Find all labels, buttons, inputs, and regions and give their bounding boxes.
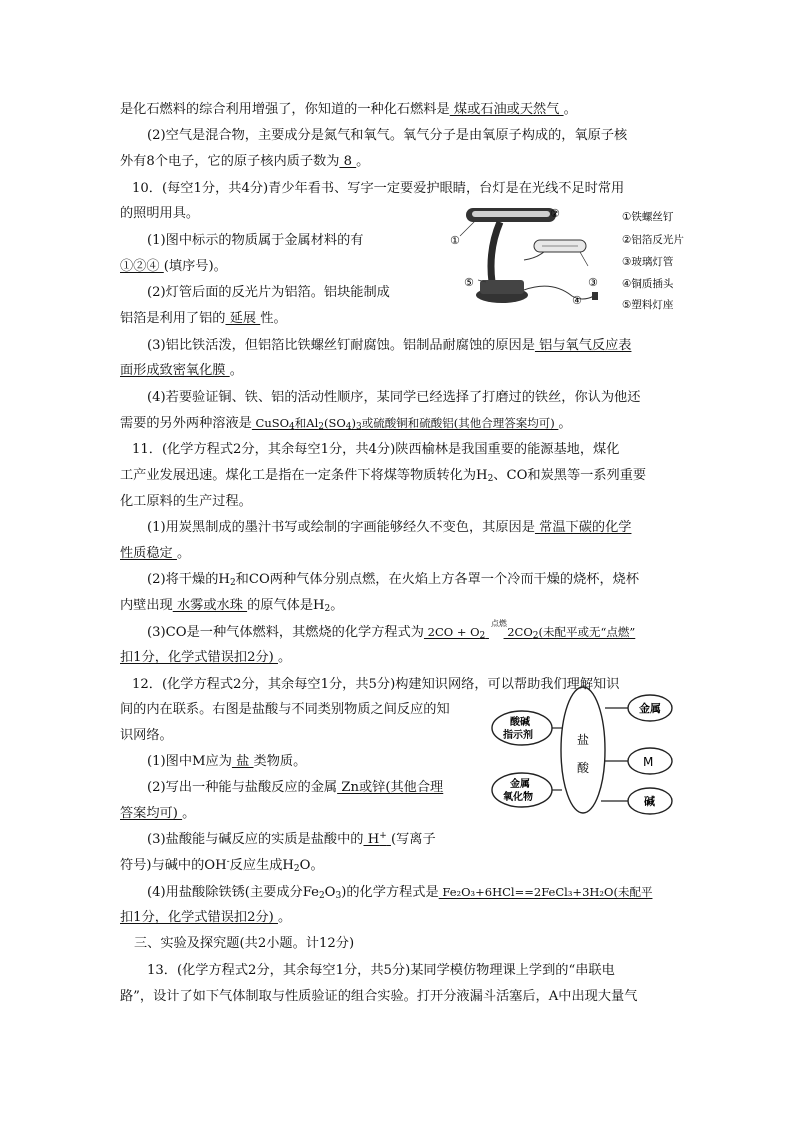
q13-line-2: 路”，设计了如下气体制取与性质验证的组合实验。打开分液漏斗活塞后，A中出现大量气 (120, 989, 638, 1004)
q11-head: 11．(化学方程式2分，其余每空1分，共4分)陕西榆林是我国重要的能源基地，煤化 (132, 442, 620, 457)
acid-label-2: 酸 (577, 761, 590, 775)
line-1: 是化石燃料的综合利用增强了，你知道的一种化石燃料是 煤或石油或天然气 。 (120, 102, 577, 117)
legend-5: ⑤塑料灯座 (622, 299, 674, 311)
q12-p2b: 答案均可) 。 (120, 806, 196, 821)
legend-4: ④铜质插头 (622, 278, 674, 290)
q10-p1a: (1)图中标示的物质属于金属材料的有 (147, 233, 364, 248)
lamp-arm (491, 222, 500, 282)
q10-p2a: (2)灯管后面的反光片为铝箔。铝块能制成 (147, 285, 390, 300)
legend-2: ②铝箔反光片 (622, 234, 684, 246)
q10-head: 10．(每空1分，共4分)青少年看书、写字一定要爱护眼睛，台灯是在光线不足时常用 (132, 181, 625, 196)
hcl-network-diagram (488, 680, 688, 820)
metal-oxide-label-1: 金属 (510, 779, 530, 790)
line-3: 外有8个电子，它的原子核内质子数为 8 。 (120, 154, 370, 169)
base-label: 碱 (644, 795, 655, 808)
q10-p4b: 需要的另外两种溶液是 CuSO$_4$和$Al_2(SO_4)_3$或硫酸铜和硫酸铝(其他合理答案均可) 。 (120, 416, 572, 432)
q10-p1b: ①②④ (填序号)。 (120, 259, 227, 274)
q11-p3b: 扣1分，化学式错误扣2分) 。 (120, 650, 292, 665)
q11-p1a: (1)用炭黑制成的墨汁书写或绘制的字画能够经久不变色，其原因是 常温下碳的化学 (147, 520, 632, 535)
legend-1: ①铁螺丝钉 (622, 211, 674, 223)
q11-p2b: 内壁出现 水雾或水珠 的原气体是$H_2$。 (120, 598, 344, 614)
acid-label-1: 盐 (577, 733, 590, 747)
q12-p3a: (3)盐酸能与碱反应的实质是盐酸中的 H+ (写离子 (147, 831, 436, 847)
q11-p1b: 性质稳定 。 (120, 546, 191, 561)
metal-label: 金属 (639, 702, 661, 715)
m-label: M (643, 755, 654, 769)
q11-p3a: (3)CO是一种气体燃料，其燃烧的化学方程式为 $2CO + O_2$ 点燃 $2CO_2$(未配平或无“点燃” (147, 619, 636, 641)
q10-p3a: (3)铝比铁活泼，但铝箔比铁螺丝钉耐腐蚀。铝制品耐腐蚀的原因是 铝与氧气反应表 (147, 338, 632, 353)
indicator-label-1: 酸碱 (510, 717, 530, 728)
callout-1: ① (450, 234, 460, 247)
q10-p3b: 面形成致密氧化膜 。 (120, 363, 243, 378)
line-2: (2)空气是混合物，主要成分是氮气和氧气。氧气分子是由氧原子构成的，氧原子核 (147, 128, 628, 143)
callout-3: ③ (588, 276, 598, 289)
q10-p2b: 铝箔是利用了铝的 延展 性。 (120, 311, 287, 326)
q12-p4b: 扣1分，化学式错误扣2分) 。 (120, 910, 292, 925)
acid-ellipse (561, 687, 605, 813)
q10-head2: 的照明用具。 (120, 206, 200, 221)
metal-oxide-label-2: 氧化物 (503, 792, 533, 803)
q11-head2: 工产业发展迅速。煤化工是指在一定条件下将煤等物质转化为$H_2$、CO和炭黑等一系列重要 (120, 468, 647, 484)
callout-4: ④ (572, 294, 582, 307)
q11-p2a: (2)将干燥的$H_2$和CO两种气体分别点燃，在火焰上方各罩一个冷而干燥的烧杯，烧杯 (147, 572, 640, 588)
indicator-label-2: 指示剂 (503, 730, 533, 741)
legend-3: ③玻璃灯管 (622, 256, 674, 268)
desk-lamp-figure (442, 200, 742, 312)
q12-head2: 间的内在联系。右图是盐酸与不同类别物质之间反应的知 (120, 702, 450, 717)
q13-line-1: 13．(化学方程式2分，其余每空1分，共5分)某同学模仿物理课上学到的“串联电 (147, 963, 615, 978)
callout-5: ⑤ (464, 276, 474, 289)
plug (592, 292, 598, 300)
section-3-title: 三、实验及探究题(共2小题。计12分) (134, 936, 355, 951)
q10-p4a: (4)若要验证铜、铁、铝的活动性顺序，某同学已经选择了打磨过的铁丝，你认为他还 (147, 390, 641, 405)
q12-head3: 识网络。 (120, 728, 173, 743)
q12-p2a: (2)写出一种能与盐酸反应的金属 Zn或锌(其他合理 (147, 780, 444, 795)
callout-2: ② (550, 207, 560, 220)
q12-head: 12．(化学方程式2分，其余每空1分，共5分)构建知识网络，可以帮助我们理解知识 (132, 677, 620, 692)
q12-p1: (1)图中M应为 盐 类物质。 (147, 754, 307, 769)
q12-p4a: (4)用盐酸除铁锈(主要成分$Fe_2O_3$)的化学方程式是 Fe₂O₃+6HCl==2FeCl₃+3H₂O(未配平 (147, 885, 653, 901)
q11-head3: 化工原料的生产过程。 (120, 494, 252, 509)
q12-p3b: 符号)与碱中的OH-反应生成$H_2O$。 (120, 857, 324, 874)
